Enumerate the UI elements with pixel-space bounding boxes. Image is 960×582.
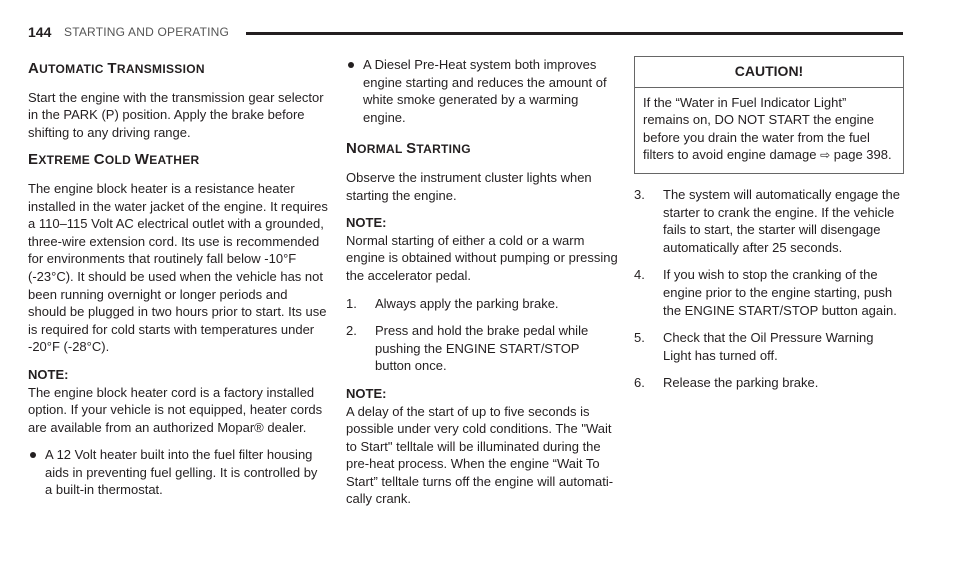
step-text: Press and hold the brake pedal while pushing the ENGINE START/STOP button once. bbox=[375, 323, 589, 374]
column-middle bbox=[346, 56, 618, 518]
section-title: STARTING AND OPERATING bbox=[64, 25, 230, 39]
column-left bbox=[28, 56, 328, 509]
header-rule bbox=[246, 32, 903, 35]
bullet-text: A 12 Volt heater built into the fuel filter housing aids in preventing fuel gelling. It is controlled by a built-in thermostat. bbox=[45, 447, 318, 498]
note-text: The engine block heater cord is a factory installed option. If your vehicle is not equipped, heater cords are available from an authorized Mopar® dealer. bbox=[28, 384, 323, 435]
note-normal-starting bbox=[346, 214, 618, 284]
caution-body bbox=[635, 88, 903, 173]
bullet-item bbox=[28, 446, 328, 499]
step-text: Check that the Oil Pressure Warning Light has turned off. bbox=[663, 330, 874, 363]
step-text: If you wish to stop the cranking of the engine prior to the engine starting, push the ENGINE START/STOP button again. bbox=[663, 267, 897, 318]
note-delay bbox=[346, 385, 618, 508]
step-text: Release the parking brake. bbox=[663, 375, 819, 391]
step-item bbox=[634, 186, 904, 256]
note-label: NOTE: bbox=[346, 385, 387, 401]
step-number: 2. bbox=[346, 323, 357, 339]
note-heater-cord bbox=[28, 366, 328, 436]
page-header bbox=[28, 24, 903, 46]
caution-page-link[interactable]: page 398. bbox=[833, 147, 892, 163]
column-right bbox=[634, 56, 904, 402]
caution-box bbox=[634, 56, 904, 174]
paragraph-transmission: Start the engine with the transmission gear selector in the PARK (P) position. Apply the brake before shifting to any driving range. bbox=[28, 89, 324, 140]
arrow-right-icon: ⇨ bbox=[820, 148, 831, 163]
step-text: Always apply the parking brake. bbox=[375, 295, 559, 311]
step-number: 1. bbox=[346, 295, 357, 311]
step-number: 6. bbox=[634, 375, 645, 391]
heading-normal-starting: NORMAL STARTING bbox=[346, 140, 471, 158]
paragraph-instrument-cluster: Observe the instrument cluster lights when starting the engine. bbox=[346, 169, 592, 203]
step-item bbox=[346, 295, 618, 313]
note-text: A delay of the start of up to five seconds is possible under very cold conditions. The "Wait to Start" telltale will be illuminated during the pre-heat process. When the engine “Wait To Start” telltale turns off the engine will automati-cally crank. bbox=[346, 403, 614, 507]
step-item bbox=[346, 322, 618, 375]
step-item bbox=[634, 329, 904, 364]
step-number: 5. bbox=[634, 330, 645, 346]
step-item bbox=[634, 266, 904, 319]
note-label: NOTE: bbox=[346, 215, 387, 231]
heading-automatic-transmission: AUTOMATIC TRANSMISSION bbox=[28, 60, 205, 77]
step-text: The system will automatically engage the starter to crank the engine. If the vehicle fails to start, the starter will disengage automatically after 25 seconds. bbox=[663, 186, 901, 255]
caution-title: CAUTION! bbox=[635, 57, 903, 88]
page-number: 144 bbox=[28, 24, 52, 40]
caution-text: If the “Water in Fuel Indicator Light” remains on, DO NOT START the engine before you drain the water from the fuel filters to avoid engine damage bbox=[643, 94, 874, 163]
note-label: NOTE: bbox=[28, 366, 69, 382]
steps-list bbox=[634, 186, 904, 392]
note-text: Normal starting of either a cold or a warm engine is obtained without pumping or pressing the accelerator pedal. bbox=[346, 232, 618, 283]
heading-extreme-cold-weather: EXTREME COLD WEATHER bbox=[28, 151, 200, 169]
step-item bbox=[634, 374, 904, 392]
step-number: 4. bbox=[634, 267, 645, 283]
bullet-icon bbox=[348, 62, 354, 68]
bullet-icon bbox=[30, 452, 36, 458]
paragraph-block-heater: The engine block heater is a resistance heater installed in the water jacket of the engine. It requires a 110–115 Volt AC electrical outlet with a grounded, three-wire extension cord. Its use is recommended for environments that routinely fall below -10°F (-23°C). It should be used when the vehicle has not been running overnight or longer periods and should be plugged in two hours prior to start. Its use is required for cold starts with temperatures under -20°F (-28°C). bbox=[28, 180, 328, 355]
bullet-text: A Diesel Pre-Heat system both improves engine starting and reduces the amount of white smoke generated by a warming engine. bbox=[363, 57, 607, 125]
bullet-item bbox=[346, 56, 618, 126]
step-number: 3. bbox=[634, 186, 645, 202]
